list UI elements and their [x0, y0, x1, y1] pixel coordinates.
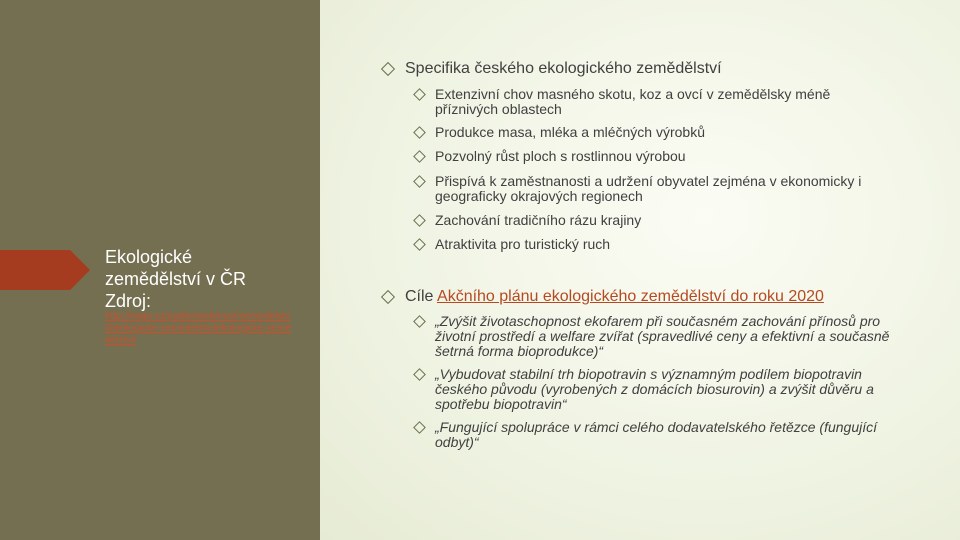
list-item-text: „Vybudovat stabilní trh biopotravin s významným podílem biopotravin českého původu (vyrobených z domácích biosurovin) a zvýšit důvěru a spotřebu biopotravin“ — [435, 366, 874, 412]
heading-prefix: Cíle — [405, 288, 438, 305]
section-heading-text: Specifika českého ekologického zemědělství — [405, 60, 722, 77]
list-item — [415, 174, 905, 204]
diamond-bullet-icon — [413, 421, 426, 434]
list-item-text: Pozvolný růst ploch s rostlinnou výrobou — [435, 148, 686, 164]
list-item-text: Extenzivní chov masného skotu, koz a ovcí v zemědělsky méně příznivých oblastech — [435, 86, 831, 117]
diamond-bullet-icon — [413, 238, 426, 251]
diamond-bullet-icon — [413, 315, 426, 328]
slide-title — [105, 246, 305, 312]
list-item — [415, 149, 895, 164]
title-line: Ekologické — [105, 247, 193, 267]
source-link[interactable]: http://eagri.cz/public/web/mze/zemedelstvi/ekologicke-zemedelstvi/ekologicke-zemedelstvi/ — [105, 311, 292, 346]
list-item-text: Produkce masa, mléka a mléčných výrobků — [435, 124, 705, 140]
list-item — [415, 314, 895, 359]
list-item — [415, 87, 895, 117]
diamond-bullet-icon — [381, 62, 395, 76]
diamond-bullet-icon — [413, 214, 426, 227]
diamond-bullet-icon — [413, 150, 426, 163]
action-plan-link[interactable]: Akčního plánu ekologického zemědělství do roku 2020 — [437, 288, 824, 305]
list-item-text: Přispívá k zaměstnanosti a udržení obyvatel zejména v ekonomicky i geograficky okrajových regionech — [435, 173, 862, 204]
diamond-bullet-icon — [413, 88, 426, 101]
list-item — [415, 125, 895, 140]
diamond-bullet-icon — [413, 175, 426, 188]
list-item-text: „Zvýšit životaschopnost ekofarem při současném zachování přínosů pro životní prostředí a welfare zvířat (spravedlivé ceny a efektivní a současně šetrná forma bioprodukce)“ — [435, 313, 890, 359]
section-heading-text — [405, 288, 824, 306]
list-item — [415, 420, 895, 450]
list-item-text: Zachování tradičního rázu krajiny — [435, 212, 642, 228]
content-panel — [320, 0, 960, 540]
list-item — [415, 213, 895, 228]
diamond-bullet-icon — [413, 126, 426, 139]
section-heading — [383, 288, 923, 306]
title-line: zemědělství v ČR — [105, 269, 247, 289]
section-heading — [383, 60, 923, 78]
list-item-text: „Fungující spolupráce v rámci celého dodavatelského řetězce (fungující odbyt)“ — [435, 419, 878, 450]
diamond-bullet-icon — [413, 368, 426, 381]
list-item — [415, 367, 895, 412]
list-item — [415, 237, 895, 252]
title-line: Zdroj: — [105, 291, 152, 311]
list-item-text: Atraktivita pro turistický ruch — [435, 236, 611, 252]
diamond-bullet-icon — [381, 290, 395, 304]
